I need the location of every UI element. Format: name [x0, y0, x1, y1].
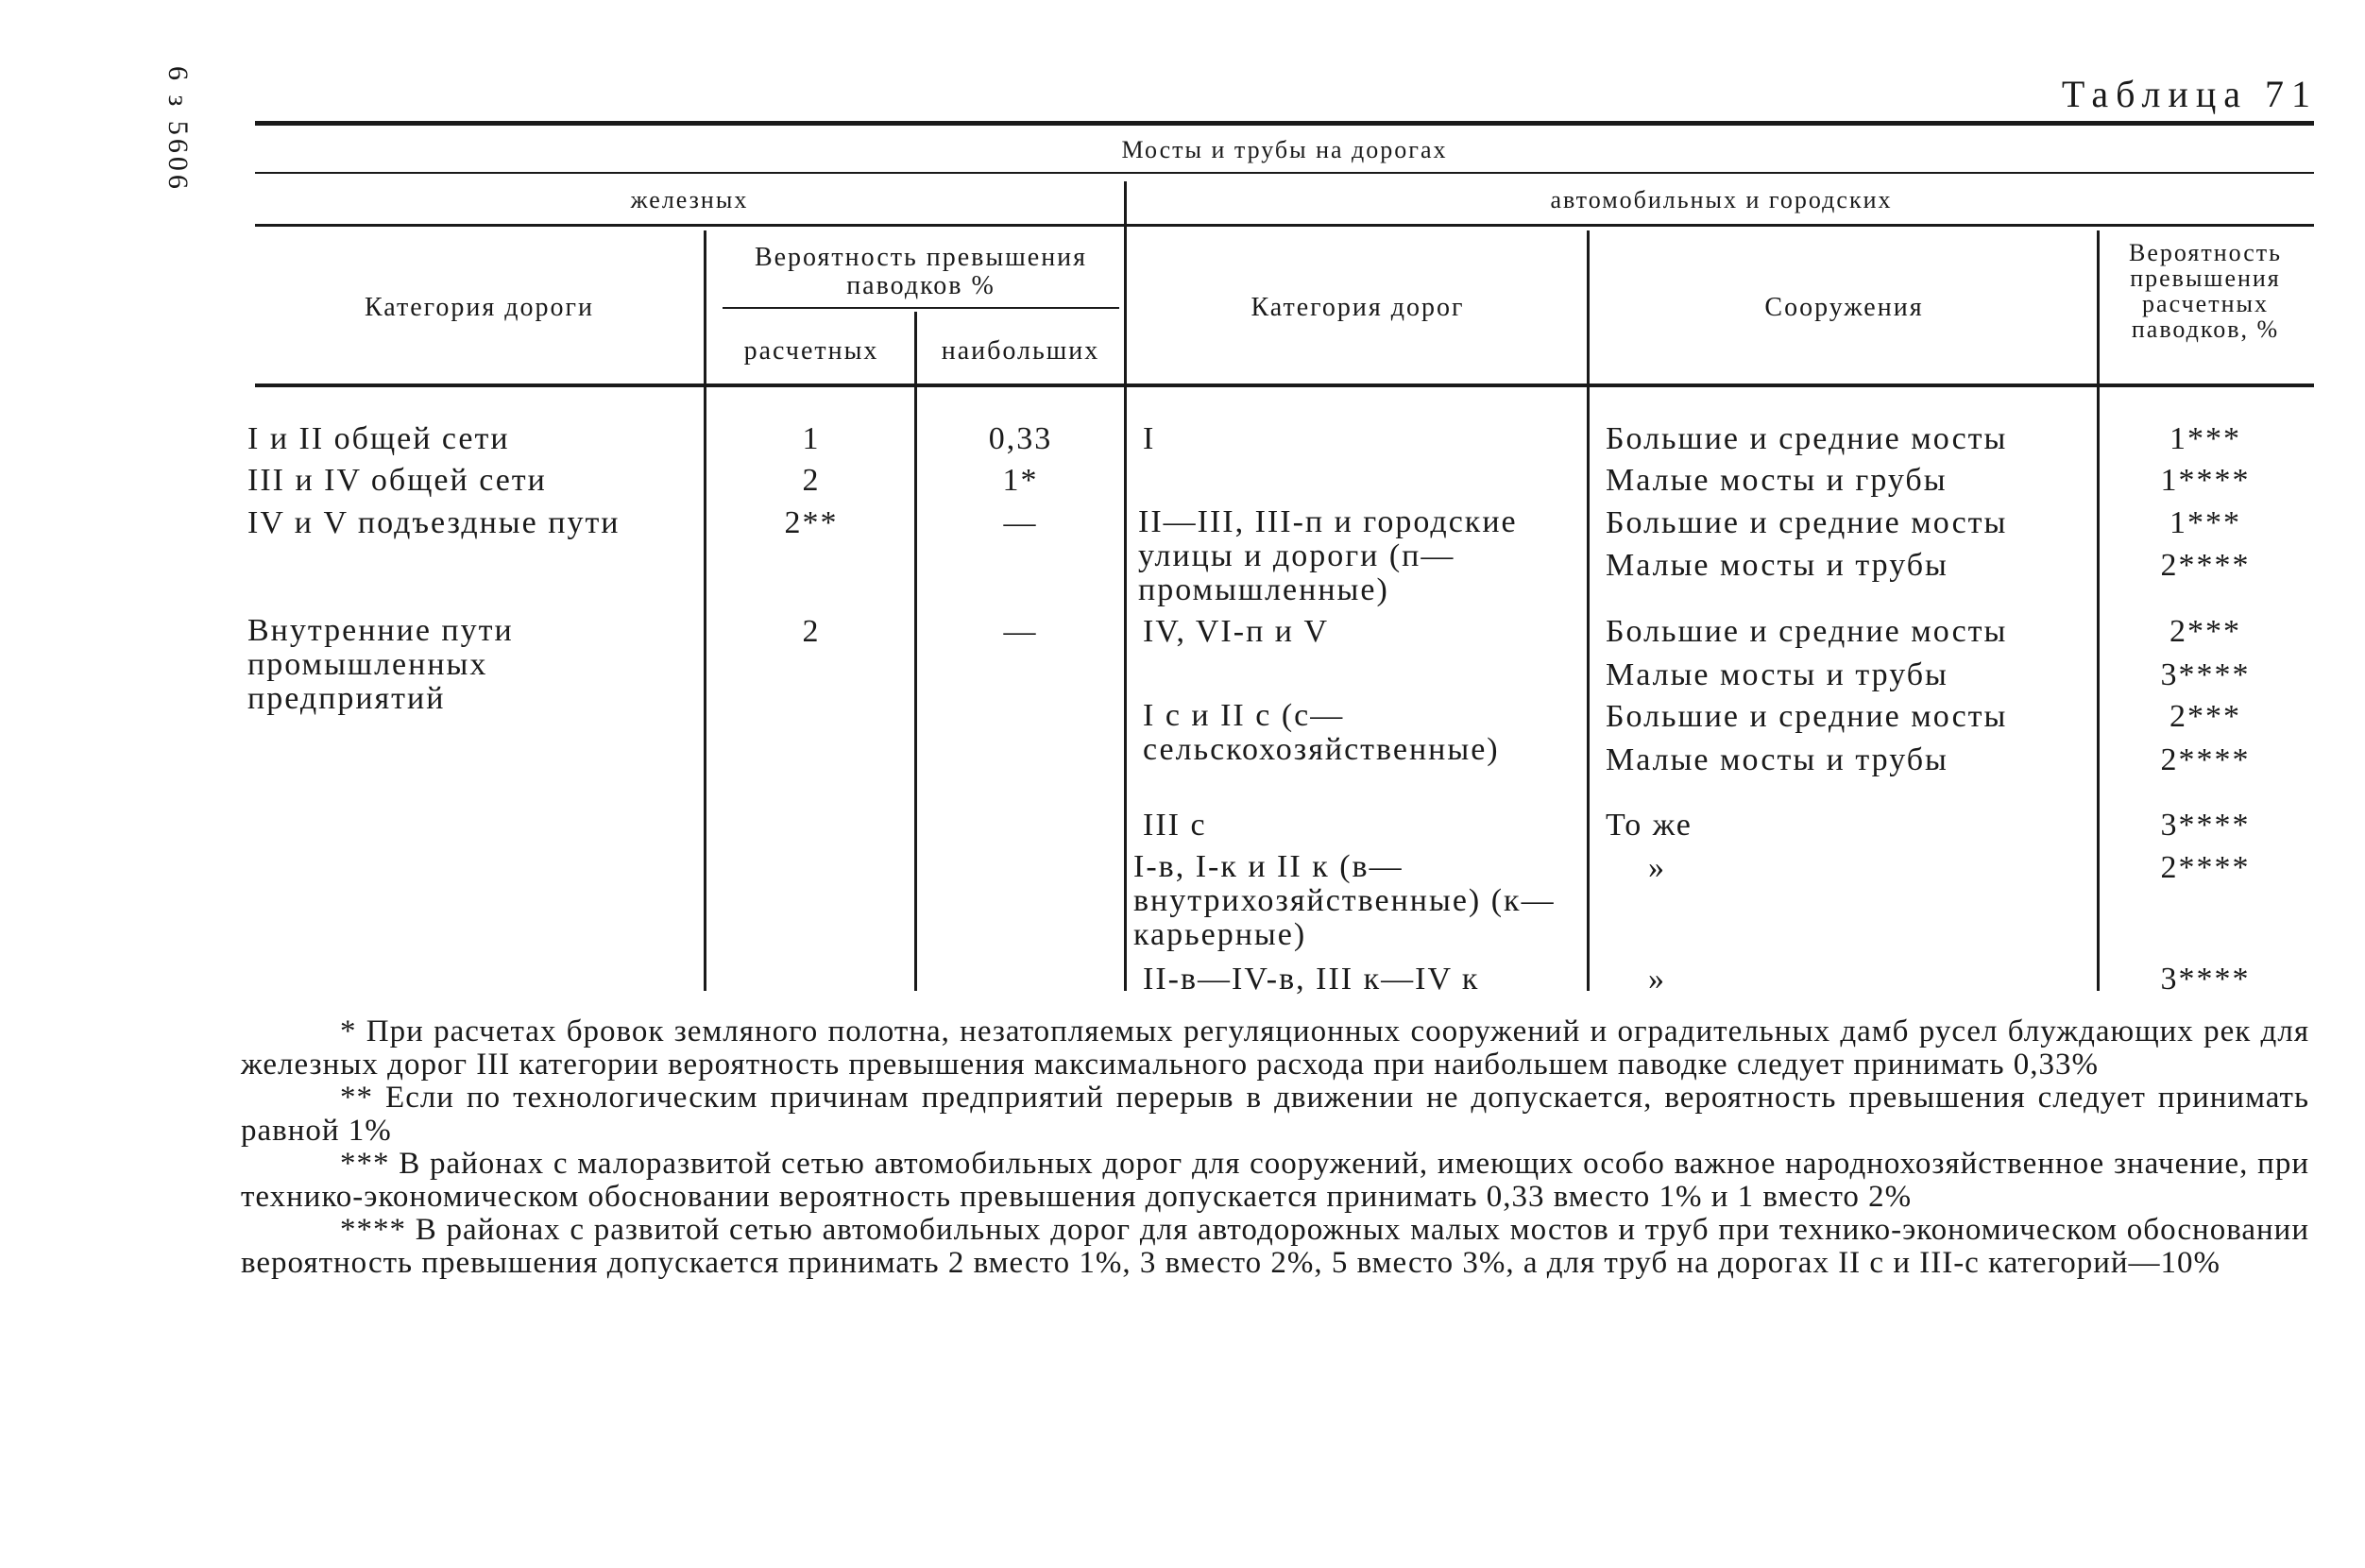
vline-rail-max — [914, 312, 917, 991]
road-row-3-category: II—III, III-п и городские улицы и дороги (п—промышленные) — [1138, 504, 1518, 607]
rail-row-4-max: — — [1003, 614, 1038, 649]
side-page-mark: 6 з 5606 — [162, 66, 194, 193]
rail-row-2-category: III и IV общей сети — [247, 463, 547, 498]
header-rail-max: наибольших — [941, 336, 1100, 366]
road-row-7-structure: Большие и средние мосты — [1606, 699, 2008, 734]
header-rail-prob: Вероятность превышения паводков % — [754, 243, 1088, 300]
rail-row-1-category: I и II общей сети — [247, 421, 510, 456]
vline-rail-road — [1124, 181, 1127, 991]
header-rule-1 — [255, 172, 2314, 174]
road-row-9-prob: 3**** — [2160, 808, 2251, 843]
table-top-rule — [255, 121, 2314, 126]
footnote-2: ** Если по технологическим причинам предприятий перерыв в движении не допускается, вероятность превышения следует принимать равной 1% — [241, 1081, 2309, 1148]
footnote-4: **** В районах с развитой сетью автомобильных дорог для автодорожных малых мостов и труб при технико-экономическом обосновании вероятность превышения допускается принимать 2 вместо 1%, 3 вместо 2%, 5 вместо 3%, а для труб на дорогах II с и III-с категорий—10% — [241, 1213, 2309, 1280]
road-row-1-category: I — [1143, 421, 1156, 456]
header-road-group: автомобильных и городских — [1550, 186, 1893, 213]
road-row-5-prob: 2*** — [2169, 614, 2241, 649]
footnotes — [241, 1015, 2309, 1280]
vline-road-structures — [1587, 230, 1590, 991]
road-row-8-structure: Малые мосты и трубы — [1606, 742, 1948, 777]
header-rail-category: Категория дороги — [364, 293, 595, 322]
road-row-1-structure: Большие и средние мосты — [1606, 421, 2008, 456]
road-row-4-structure: Малые мосты и трубы — [1606, 548, 1948, 583]
road-row-5-structure: Большие и средние мосты — [1606, 614, 2008, 649]
footnote-3: *** В районах с малоразвитой сетью автомобильных дорог для сооружений, имеющих особо важное народнохозяйственное значение, при технико-экономическом обосновании вероятность превышения допускается принимать 0,33 вместо 1% и 1 вместо 2% — [241, 1147, 2309, 1214]
road-row-10-prob: 2**** — [2160, 850, 2251, 885]
vline-road-prob — [2097, 230, 2100, 991]
road-row-11-category: II-в—IV-в, III к—IV к — [1143, 962, 1480, 997]
header-road-category: Категория дорог — [1251, 293, 1465, 322]
road-row-6-prob: 3**** — [2160, 657, 2251, 692]
header-bottom-rule — [255, 383, 2314, 387]
rail-row-1-calc: 1 — [802, 421, 821, 456]
header-road-prob: Вероятность превышения расчетных паводков, % — [2128, 239, 2283, 343]
road-row-11-structure: » — [1648, 962, 1666, 997]
rail-row-4-calc: 2 — [802, 614, 821, 649]
road-row-10-category: I-в, I-к и II к (в—внутрихозяйственные) (к—карьерные) — [1133, 849, 1556, 952]
rail-row-1-max: 0,33 — [988, 421, 1053, 456]
rail-row-2-calc: 2 — [802, 463, 821, 498]
road-row-9-category: III с — [1143, 808, 1207, 843]
road-row-1-prob: 1*** — [2169, 421, 2241, 456]
rail-row-3-max: — — [1003, 505, 1038, 540]
road-row-7-prob: 2*** — [2169, 699, 2241, 734]
rail-row-3-calc: 2** — [784, 505, 839, 540]
road-row-7-category: I с и II с (с—сельскохозяйственные) — [1143, 698, 1500, 767]
header-road-structures: Сооружения — [1764, 293, 1924, 322]
rail-row-4-category: Внутренние пути промышленных предприятий — [247, 613, 514, 716]
header-main: Мосты и трубы на дорогах — [1121, 136, 1448, 163]
road-row-2-structure: Малые мосты и грубы — [1606, 463, 1948, 498]
rail-row-3-category: IV и V подъездные пути — [247, 505, 621, 540]
header-rule-2 — [255, 224, 2314, 227]
header-rail-group: железных — [630, 186, 749, 213]
road-row-4-prob: 2**** — [2160, 548, 2251, 583]
road-row-9-structure: То же — [1606, 808, 1693, 843]
table-title: Таблица 71 — [2061, 73, 2318, 115]
road-row-11-prob: 3**** — [2160, 962, 2251, 997]
road-row-3-structure: Большие и средние мосты — [1606, 505, 2008, 540]
rail-row-2-max: 1* — [1002, 463, 1039, 498]
road-row-2-prob: 1**** — [2160, 463, 2251, 498]
road-row-10-structure: » — [1648, 850, 1666, 885]
vline-rail-prob — [704, 230, 706, 991]
road-row-8-prob: 2**** — [2160, 742, 2251, 777]
prob-subrule — [723, 307, 1119, 309]
road-row-3-prob: 1*** — [2169, 505, 2241, 540]
road-row-5-category: IV, VI-п и V — [1143, 614, 1330, 649]
header-rail-calc: расчетных — [743, 336, 879, 366]
footnote-1: * При расчетах бровок земляного полотна, незатопляемых регуляционных сооружений и оградительных дамб русел блуждающих рек для железных дорог III категории вероятность превышения максимального расхода при наибольшем паводке следует принимать 0,33% — [241, 1014, 2309, 1082]
road-row-6-structure: Малые мосты и трубы — [1606, 657, 1948, 692]
